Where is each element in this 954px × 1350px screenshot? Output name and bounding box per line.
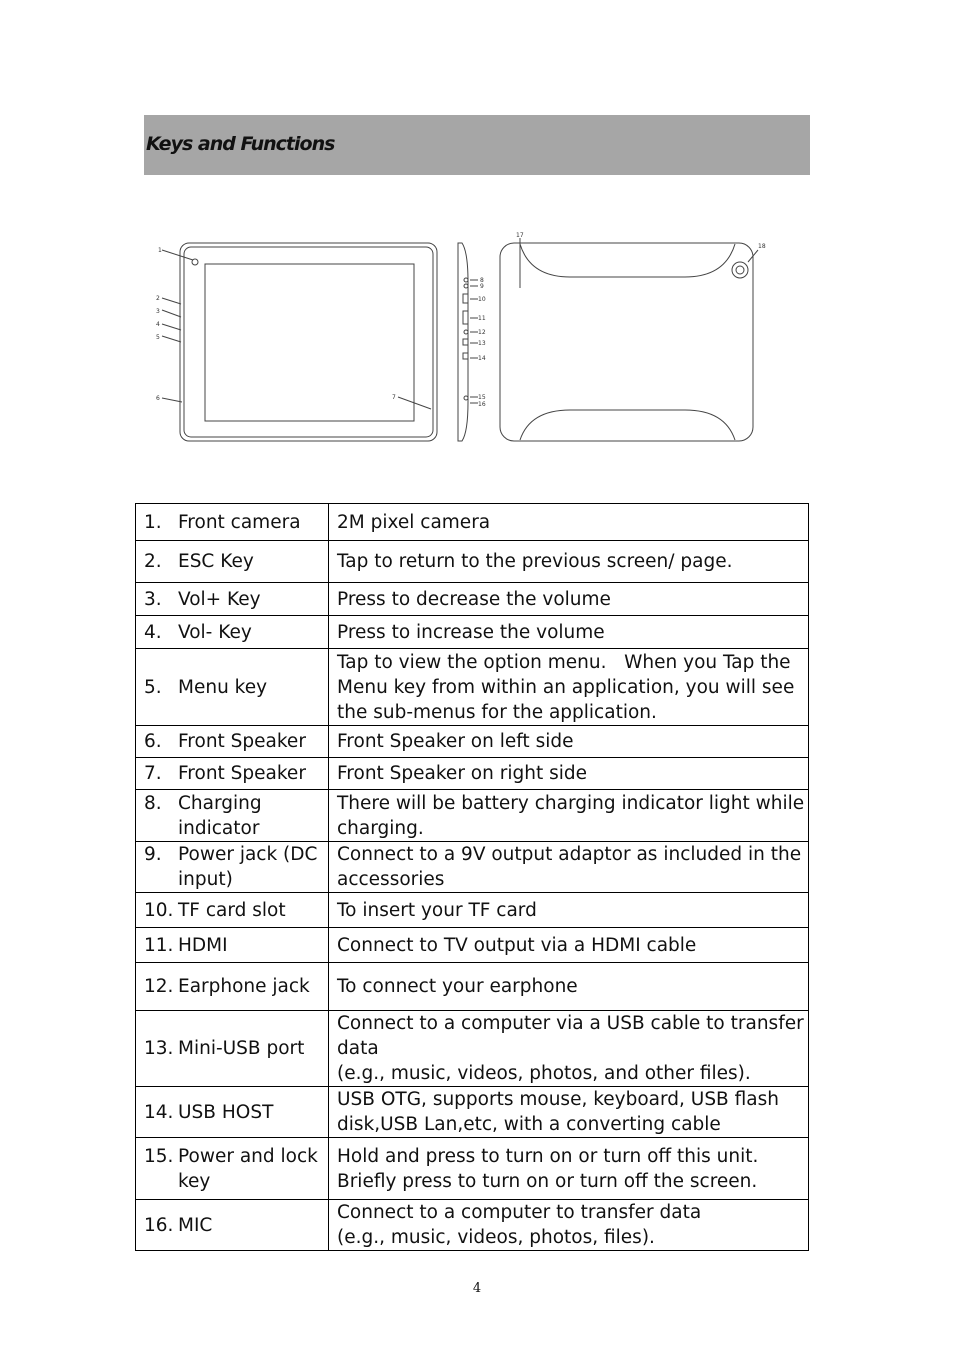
- table-row: [136, 758, 809, 790]
- table-row: [136, 963, 809, 1011]
- function-description: Tap to return to the previous screen/ page.: [329, 541, 809, 583]
- function-description: Tap to view the option menu. When you Tap the Menu key from within an application, you will see the sub-menus for the application.: [329, 649, 809, 726]
- function-description: Press to decrease the volume: [329, 583, 809, 616]
- callout-label: 2: [156, 295, 160, 302]
- callout-label: 12: [478, 329, 486, 336]
- key-number: 1.: [144, 511, 162, 533]
- function-description: Connect to a 9V output adaptor as included in the accessories: [329, 842, 809, 893]
- key-name: HDMI: [178, 934, 228, 956]
- table-row: [136, 1087, 809, 1138]
- key-name: ESC Key: [178, 551, 254, 572]
- key-number: 8.: [144, 792, 162, 814]
- key-name: Power and lock key: [178, 1145, 318, 1192]
- key-number: 7.: [144, 763, 162, 784]
- callout-label: 15: [478, 394, 486, 401]
- callout-label: 14: [478, 355, 486, 362]
- function-description: Press to increase the volume: [329, 616, 809, 649]
- callout-label: 4: [156, 321, 160, 328]
- section-title: Keys and Functions: [146, 133, 335, 155]
- key-cell: [136, 616, 329, 649]
- table-row: [136, 504, 809, 541]
- callout-label: 11: [478, 315, 486, 322]
- table-row: [136, 842, 809, 893]
- table-row: [136, 893, 809, 928]
- key-cell: [136, 758, 329, 790]
- function-description: Connect to a computer to transfer data (e.g., music, videos, photos, files).: [329, 1200, 809, 1251]
- key-name: USB HOST: [178, 1101, 274, 1123]
- table-row: [136, 790, 809, 842]
- function-description: Front Speaker on left side: [329, 726, 809, 758]
- key-name: Menu key: [178, 676, 268, 698]
- function-description: To connect your earphone: [329, 963, 809, 1011]
- key-cell: [136, 790, 329, 842]
- tablet-screen: [205, 264, 414, 421]
- callout-label: 1: [158, 247, 162, 254]
- table-row: [136, 1011, 809, 1087]
- key-number: 12.: [144, 976, 174, 997]
- key-number: 2.: [144, 551, 162, 572]
- tablet-diagram: [150, 222, 780, 452]
- function-description: Connect to TV output via a HDMI cable: [329, 928, 809, 963]
- function-description: 2M pixel camera: [329, 504, 809, 541]
- function-description: Hold and press to turn on or turn off this unit. Briefly press to turn on or turn off the screen.: [329, 1138, 809, 1200]
- table-row: [136, 1138, 809, 1200]
- key-number: 15.: [144, 1145, 174, 1167]
- callout-label: 17: [516, 232, 524, 239]
- tablet-back-outline: [500, 243, 753, 441]
- key-name: MIC: [178, 1214, 213, 1236]
- page-number: 4: [472, 1281, 482, 1296]
- key-cell: [136, 583, 329, 616]
- key-name: Power jack (DC input): [178, 844, 318, 890]
- key-number: 6.: [144, 731, 162, 752]
- callout-label: 16: [478, 401, 486, 408]
- rear-camera-icon: [732, 262, 748, 278]
- key-number: 9.: [144, 844, 162, 865]
- key-name: Front Speaker: [178, 731, 306, 752]
- table-row: [136, 726, 809, 758]
- function-description: Connect to a computer via a USB cable to transfer data (e.g., music, videos, photos, and other files).: [329, 1011, 809, 1087]
- key-cell: [136, 1011, 329, 1087]
- key-cell: [136, 842, 329, 893]
- key-cell: [136, 1087, 329, 1138]
- key-name: Vol+ Key: [178, 588, 261, 610]
- key-number: 3.: [144, 588, 162, 610]
- callout-label: 9: [480, 283, 484, 290]
- key-cell: [136, 541, 329, 583]
- table-row: [136, 1200, 809, 1251]
- key-number: 11.: [144, 934, 174, 956]
- function-description: There will be battery charging indicator light while charging.: [329, 790, 809, 842]
- table-row: [136, 541, 809, 583]
- key-number: 13.: [144, 1038, 174, 1059]
- callout-label: 8: [480, 277, 484, 284]
- keys-functions-table: [135, 503, 809, 1251]
- key-cell: [136, 726, 329, 758]
- key-cell: [136, 893, 329, 928]
- function-description: To insert your TF card: [329, 893, 809, 928]
- key-cell: [136, 928, 329, 963]
- key-cell: [136, 1200, 329, 1251]
- key-number: 10.: [144, 899, 174, 921]
- table-row: [136, 583, 809, 616]
- table-row: [136, 928, 809, 963]
- key-name: Front Speaker: [178, 763, 306, 784]
- function-description: USB OTG, supports mouse, keyboard, USB flash disk,USB Lan,etc, with a converting cable: [329, 1087, 809, 1138]
- key-cell: [136, 649, 329, 726]
- table-row: [136, 649, 809, 726]
- callout-label: 7: [392, 394, 396, 401]
- key-name: Mini-USB port: [178, 1038, 305, 1059]
- table-row: [136, 616, 809, 649]
- function-description: Front Speaker on right side: [329, 758, 809, 790]
- callout-label: 13: [478, 340, 486, 347]
- key-name: Earphone jack: [178, 976, 310, 997]
- key-name: TF card slot: [178, 899, 286, 921]
- key-cell: [136, 1138, 329, 1200]
- key-number: 4.: [144, 621, 162, 643]
- callout-label: 3: [156, 308, 160, 315]
- section-header-band: [144, 115, 810, 175]
- key-name: Vol- Key: [178, 621, 252, 643]
- key-number: 14.: [144, 1101, 174, 1123]
- key-number: 5.: [144, 676, 162, 698]
- key-cell: [136, 504, 329, 541]
- key-name: Charging indicator: [178, 792, 262, 839]
- key-name: Front camera: [178, 511, 301, 533]
- callout-label: 5: [156, 334, 160, 341]
- key-number: 16.: [144, 1214, 174, 1236]
- callout-label: 6: [156, 395, 160, 402]
- callout-label: 10: [478, 296, 486, 303]
- callout-label: 18: [758, 243, 766, 250]
- tablet-front-outline: [180, 243, 437, 441]
- key-cell: [136, 963, 329, 1011]
